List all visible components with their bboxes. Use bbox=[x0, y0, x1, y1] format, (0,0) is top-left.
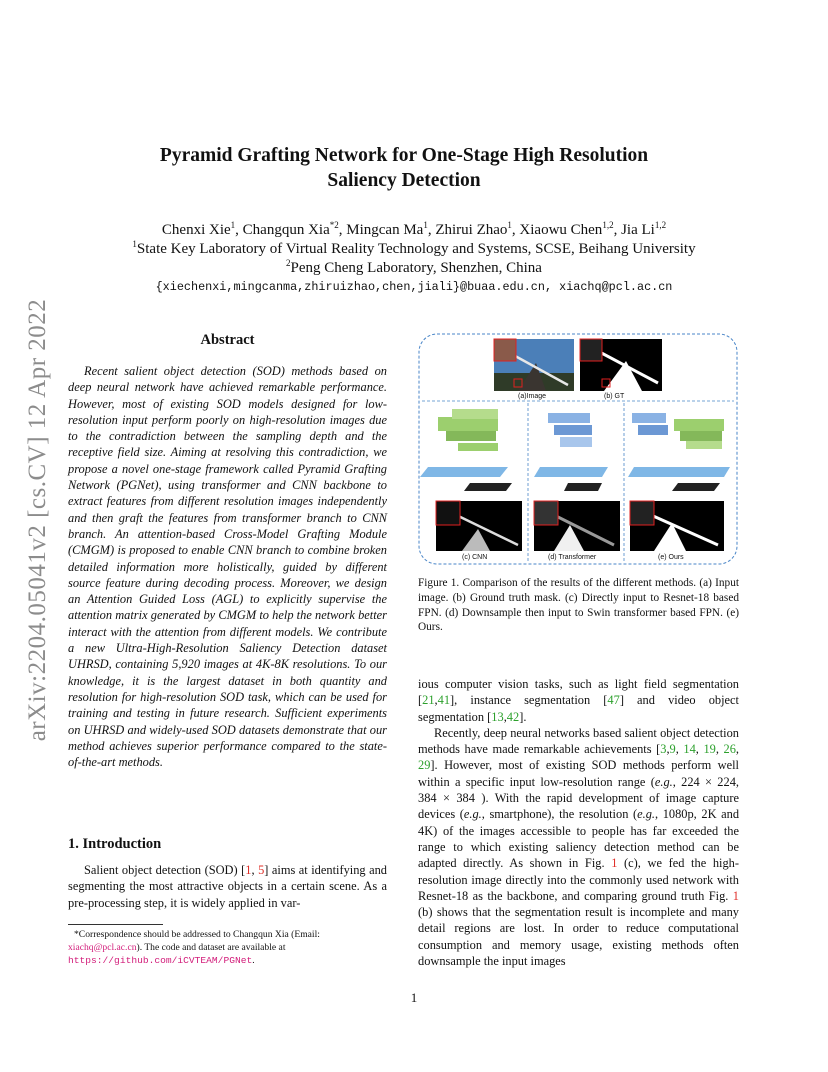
introduction-paragraph: Salient object detection (SOD) [1, 5] aims at identifying and segmenting the most attractive objects in a certain scene. As a pre-processing step, it is widely applied in var- bbox=[68, 863, 388, 910]
input-image-thumbnail bbox=[494, 339, 574, 391]
transformer-result-thumbnail bbox=[534, 501, 620, 551]
arxiv-id: arXiv:2204.05041v2 [cs.CV] 12 Apr 2022 bbox=[24, 298, 51, 742]
section-heading-introduction: 1. Introduction bbox=[68, 836, 162, 852]
author: Zhirui Zhao bbox=[435, 222, 508, 238]
author: Mingcan Ma bbox=[346, 222, 424, 238]
label-gt: (b) GT bbox=[604, 393, 625, 400]
footnote: *Correspondence should be addressed to Changqun Xia (Email: xiachq@pcl.ac.cn). The code and dataset are available at https://github.com/iCVTEAM/PGNet. bbox=[68, 929, 320, 966]
citation-link[interactable]: 29 bbox=[418, 758, 431, 773]
cnn-pyramid-diagram bbox=[420, 409, 512, 491]
abstract-heading: Abstract bbox=[200, 332, 255, 348]
paragraph: ious computer vision tasks, such as light field segmentation [21,41], instance segmentation [47] and video object segmentation [13,42]. bbox=[418, 677, 739, 724]
citation-link[interactable]: 9 bbox=[669, 742, 676, 757]
ours-result-thumbnail bbox=[630, 501, 724, 551]
cnn-result-thumbnail bbox=[436, 501, 522, 551]
affiliation-1: $^1$State Key Laboratory of Virtual Reality Technology and Systems, SCSE, Beihang University bbox=[132, 239, 696, 257]
code-url-link[interactable]: https://github.com/iCVTEAM/PGNet bbox=[68, 955, 253, 966]
right-column-body bbox=[418, 676, 739, 969]
ground-truth-thumbnail bbox=[580, 339, 662, 391]
paper-title: Pyramid Grafting Network for One-Stage High Resolution Saliency Detection bbox=[159, 145, 649, 191]
citation-link[interactable]: 3 bbox=[660, 742, 667, 757]
author: Jia Li bbox=[621, 222, 655, 238]
affiliation-2: $^2$Peng Cheng Laboratory, Shenzhen, China bbox=[286, 258, 542, 276]
citation-link[interactable]: 26 bbox=[723, 742, 736, 757]
author: Changqun Xia bbox=[242, 222, 330, 238]
figure-1-caption: Figure 1. Comparison of the results of the different methods. (a) Input image. (b) Ground truth mask. (c) Directly input to Resnet-18 based FPN. (d) Downsample then input to Swin transformer based FPN. (e) Ours. bbox=[418, 577, 739, 634]
figure-1-graphic bbox=[418, 333, 738, 565]
label-cnn: (c) CNN bbox=[462, 554, 488, 561]
citation-link[interactable]: 14 bbox=[683, 742, 696, 757]
figure-1 bbox=[418, 333, 738, 565]
pgnet-pyramid-diagram bbox=[628, 413, 730, 491]
label-image: (a)Image bbox=[518, 393, 547, 400]
transformer-pyramid-diagram bbox=[534, 413, 608, 491]
author-list: Chenxi Xie$^1$, Changqun Xia$^{*2}$, Mingcan Ma$^1$, Zhirui Zhao$^1$, Xiaowu Chen$^{1,2}$, Jia Li$^{1,2}$ bbox=[161, 220, 667, 238]
paragraph: Recently, deep neural networks based salient object detection methods have made remarkable achievements [3,9, 14, 19, 26, 29]. However, most of existing SOD methods perform well within a specific input low-resolution range (e.g., 224 × 224, 384 × 384 ). With the rapid development of image capture devices (e.g., smartphone), the resolution (e.g., 1080p, 2K and 4K) of the images accessible to people has far exceeded the range to which existing saliency detection method can be adapted directly. As shown in Fig. 1 (c), we fed the high-resolution image directly into the commonly used network with Resnet-18 as the backbone, and comparing ground truth Fig. 1 (b) shows that the segmentation result is incomplete and many detail regions are lost. In order to reduce computational consumption and memory usage, existing methods often downsample the input images bbox=[418, 725, 740, 969]
author-emails: {xiechenxi,mingcanma,zhiruizhao,chen,jiali}@buaa.edu.cn, xiachq@pcl.ac.cn bbox=[155, 280, 673, 294]
citation-link[interactable]: 1 bbox=[245, 863, 252, 877]
label-ours: (e) Ours bbox=[658, 554, 684, 561]
author: Xiaowu Chen bbox=[519, 222, 603, 238]
arxiv-sidebar bbox=[26, 285, 50, 755]
page-number: 1 bbox=[410, 990, 418, 1005]
citation-link[interactable]: 21 bbox=[422, 693, 435, 708]
figure-link[interactable]: 1 bbox=[732, 888, 739, 903]
author: Chenxi Xie bbox=[161, 222, 231, 238]
label-transformer: (d) Transformer bbox=[548, 554, 597, 561]
citation-link[interactable]: 42 bbox=[506, 709, 520, 724]
abstract-text: Recent salient object detection (SOD) methods based on deep neural network have achieved remarkable performance. However, most of existing SOD models designed for low-resolution input perform poorly on high-resolution images due to the contradiction between the sampling depth and the receptive field size. Aiming at resolving this contradiction, we propose a novel one-stage framework called Pyramid Grafting Network (PGNet), using transformer and CNN backbone to extract features from different resolution images independently and then graft the features from transformer branch to CNN branch. An attention-based Cross-Model Grafting Module (CMGM) is proposed to enable CNN branch to combine broken detailed information more holistically, guided by different source feature during decoding process. Moreover, we design an Attention Guided Loss (AGL) to explicitly supervise the attention matrix generated by CMGM to help the network better interact with the attention from different models. We contribute a new Ultra-High-Resolution Saliency Detection dataset UHRSD, containing 5,920 images at 4K-8K resolutions. To our knowledge, it is the largest dataset in both quantity and resolution for high-resolution SOD task, which can be used for training and testing in future research. Sufficient experiments on UHRSD and widely-used SOD datasets demonstrate that our method achieves superior performance compared to the state-of-the-art methods. bbox=[68, 364, 387, 770]
citation-link[interactable]: 19 bbox=[703, 742, 716, 757]
citation-link[interactable]: 47 bbox=[607, 693, 620, 708]
figure-link[interactable]: 1 bbox=[611, 856, 618, 871]
footnote-divider bbox=[68, 924, 163, 925]
citation-link[interactable]: 5 bbox=[258, 863, 265, 877]
citation-link[interactable]: 41 bbox=[437, 693, 451, 708]
citation-link[interactable]: 13 bbox=[491, 709, 504, 724]
email-link[interactable]: xiachq@pcl.ac.cn bbox=[68, 942, 137, 953]
